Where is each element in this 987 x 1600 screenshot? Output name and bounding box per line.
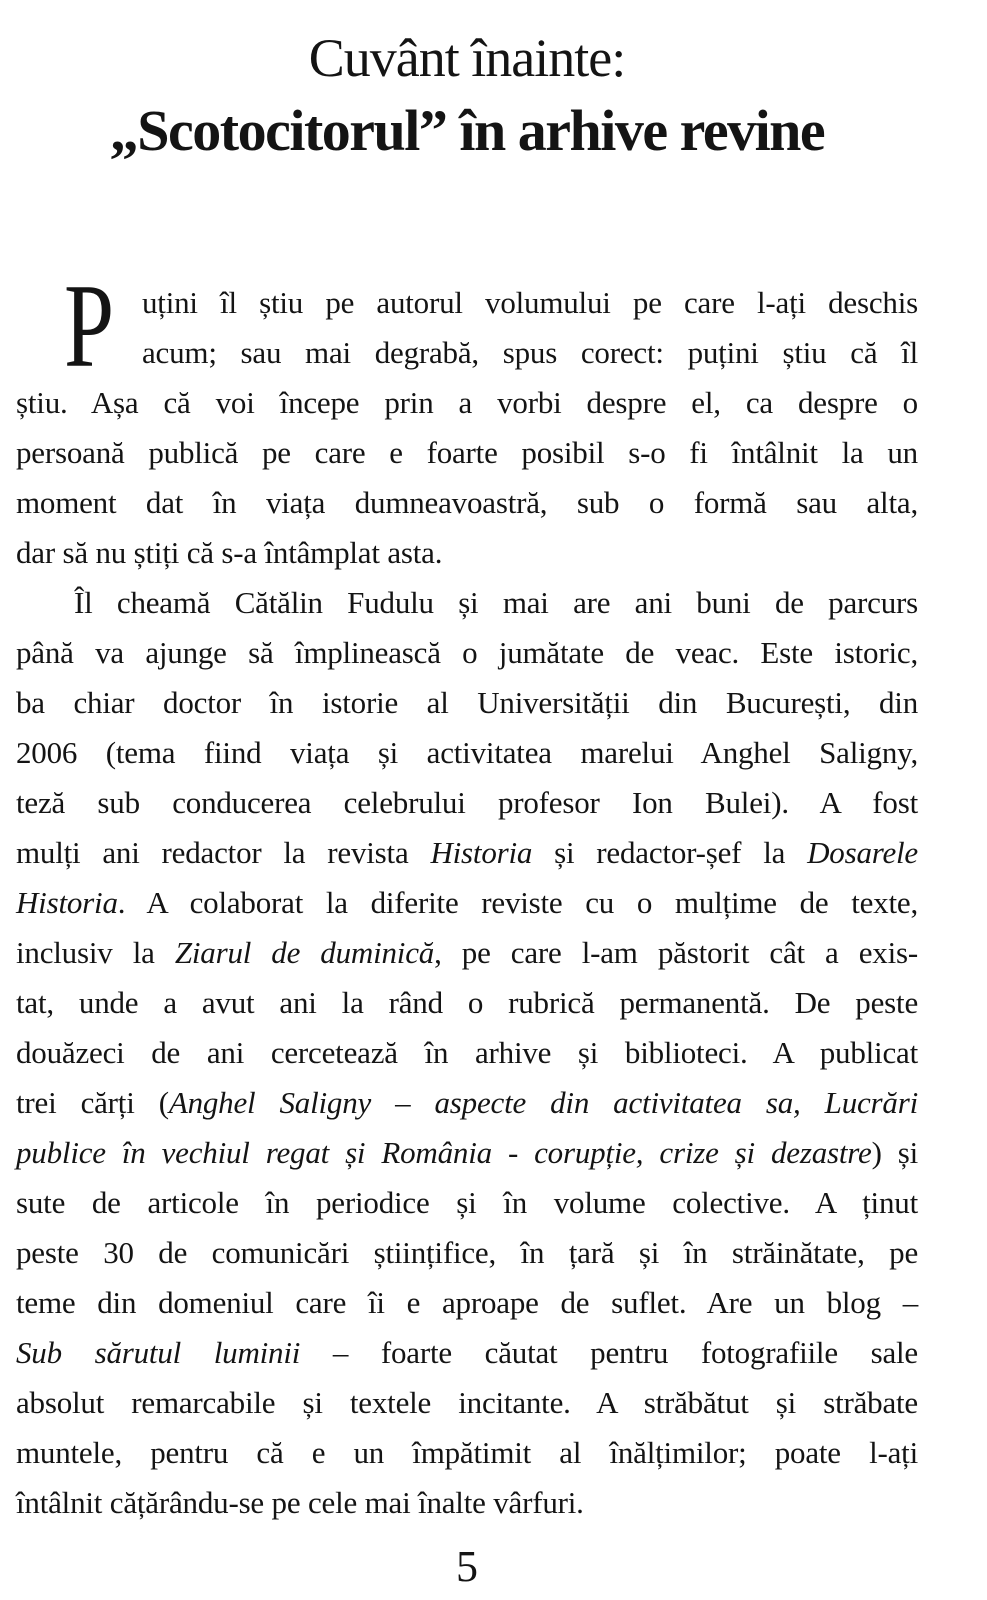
- text-segment: Îl cheamă Cătălin Fudulu și mai are ani buni de parcurs: [74, 585, 918, 620]
- italic-text-segment: Ziarul de duminică: [174, 935, 435, 970]
- italic-text-segment: Sub sărutul luminii: [16, 1335, 301, 1370]
- text-line: [16, 1228, 918, 1278]
- text-line: [16, 628, 918, 678]
- text-line: [16, 928, 918, 978]
- text-line: [16, 678, 918, 728]
- text-line: [16, 728, 918, 778]
- text-segment: sute de articole în periodice și în volume colective. A ținut: [16, 1185, 918, 1220]
- text-line: [16, 1378, 918, 1428]
- text-segment: teză sub conducerea celebrului profesor Ion Bulei). A fost: [16, 785, 918, 820]
- text-line: [16, 428, 918, 478]
- italic-text-segment: Dosarele: [807, 835, 918, 870]
- text-segment: peste 30 de comunicări științifice, în țară și în străinătate, pe: [16, 1235, 918, 1270]
- text-segment: persoană publică pe care e foarte posibil s-o fi întâlnit la un: [16, 435, 918, 470]
- chapter-title: [16, 26, 918, 166]
- text-line: [16, 978, 918, 1028]
- text-line: [16, 778, 918, 828]
- italic-text-segment: Historia: [16, 885, 118, 920]
- text-line: [16, 1078, 918, 1128]
- text-line: [16, 478, 918, 528]
- italic-text-segment: Anghel Saligny – aspecte din activitatea sa, Lucrări: [168, 1085, 918, 1120]
- text-line: [16, 528, 918, 578]
- italic-text-segment: Historia: [430, 835, 533, 870]
- text-segment: . A colaborat la diferite reviste cu o mulțime de texte,: [117, 885, 918, 920]
- text-segment: ) și: [871, 1135, 919, 1170]
- text-segment: acum; sau mai degrabă, spus corect: puțini știu că îl: [142, 335, 918, 370]
- text-segment: douăzeci de ani cercetează în arhive și biblioteci. A publicat: [16, 1035, 918, 1070]
- text-segment: ba chiar doctor în istorie al Universității din București, din: [16, 685, 918, 720]
- text-segment: mulți ani redactor la revista: [16, 835, 431, 870]
- text-segment: uțini îl știu pe autorul volumului pe care l-ați deschis: [142, 285, 918, 320]
- text-segment: și redactor-șef la: [532, 835, 808, 870]
- text-line: [16, 1178, 918, 1228]
- text-segment: teme din domeniul care îi e aproape de suflet. Are un blog –: [16, 1285, 918, 1320]
- text-line: [16, 878, 918, 928]
- text-segment: până va ajunge să împlinească o jumătate de veac. Este istoric,: [16, 635, 918, 670]
- text-segment: 2006 (tema fiind viața și activitatea marelui Anghel Saligny,: [16, 735, 918, 770]
- text-line: [16, 378, 918, 428]
- page-number: 5: [456, 1542, 478, 1591]
- text-segment: trei cărți (: [16, 1085, 169, 1120]
- text-line: [16, 828, 918, 878]
- text-line: [16, 1328, 918, 1378]
- text-segment: moment dat în viața dumneavoastră, sub o formă sau alta,: [16, 485, 918, 520]
- text-segment: dar să nu știți că s-a întâmplat asta.: [16, 535, 443, 570]
- drop-cap-letter: P: [64, 259, 115, 392]
- text-line: [142, 278, 918, 328]
- text-segment: absolut remarcabile și textele incitante. A străbătut și străbate: [16, 1385, 918, 1420]
- chapter-title-line1: Cuvânt înainte:: [308, 28, 626, 88]
- text-segment: tat, unde a avut ani la rând o rubrică permanentă. De peste: [16, 985, 918, 1020]
- text-line: [16, 1278, 918, 1328]
- chapter-title-line2: „Scotocitorul” în arhive revine: [109, 98, 825, 163]
- text-segment: muntele, pentru că e un împătimit al înălțimilor; poate l-ați: [16, 1435, 918, 1470]
- text-segment: , pe care l-am păstorit cât a exis-: [434, 935, 919, 970]
- text-segment: inclusiv la: [16, 935, 175, 970]
- italic-text-segment: publice în vechiul regat și România - corupție, crize și dezastre: [16, 1135, 872, 1170]
- text-segment: întâlnit cățărându-se pe cele mai înalte vârfuri.: [16, 1485, 584, 1520]
- text-line: [16, 1028, 918, 1078]
- text-line: [16, 1128, 918, 1178]
- text-segment: știu. Așa că voi începe prin a vorbi despre el, ca despre o: [16, 385, 918, 420]
- text-segment: – foarte căutat pentru fotografiile sale: [300, 1335, 918, 1370]
- text-line: [16, 1478, 918, 1528]
- text-line: [16, 1428, 918, 1478]
- text-line: [142, 328, 918, 378]
- text-line: [16, 578, 918, 628]
- body-text: [16, 278, 918, 1528]
